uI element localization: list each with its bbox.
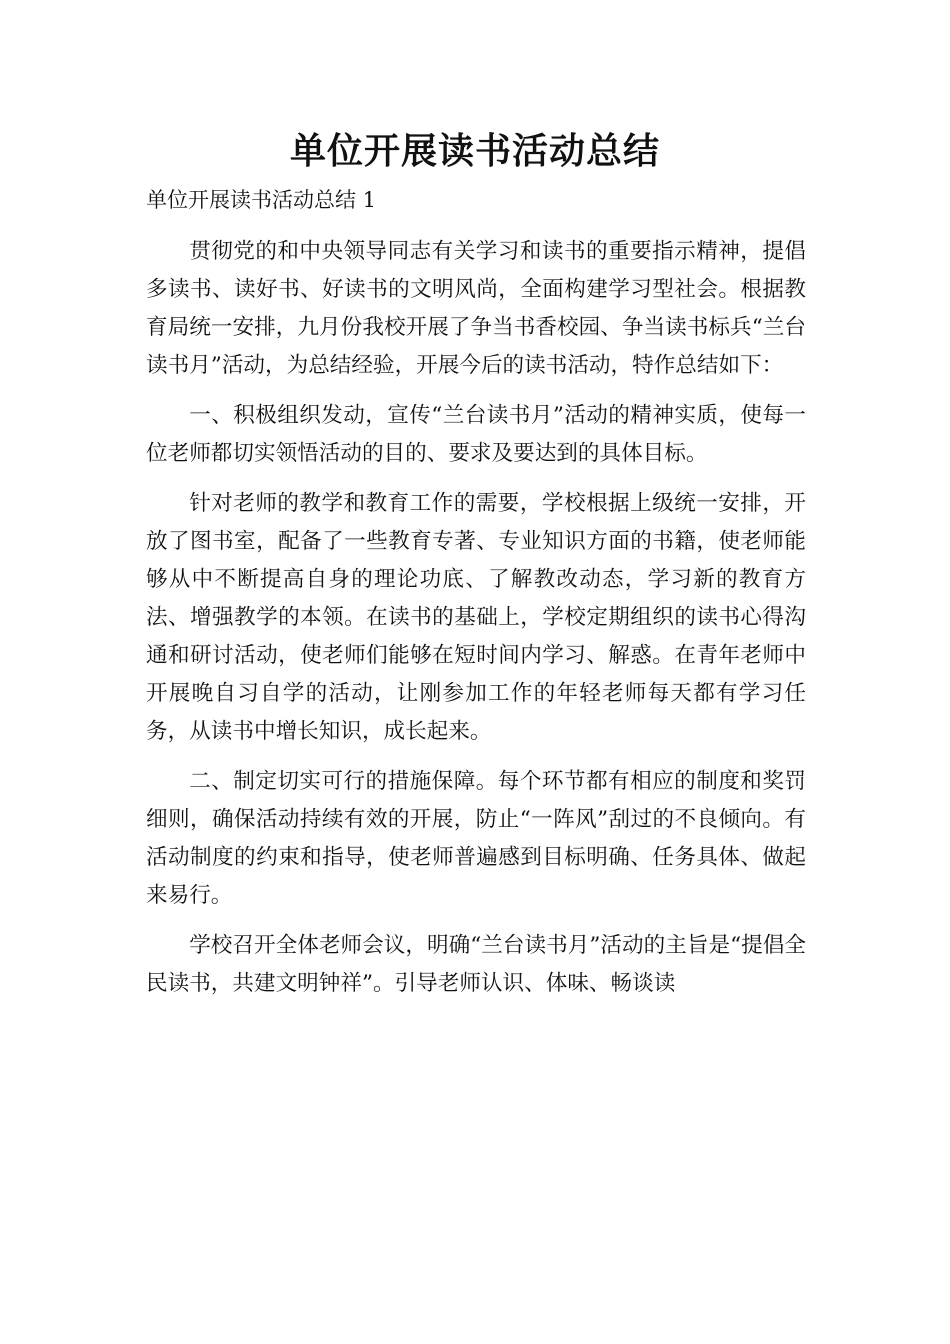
body-paragraph: 二、制定切实可行的措施保障。每个环节都有相应的制度和奖罚细则，确保活动持续有效的开展，防止“一阵风”刮过的不良倾向。有活动制度的约束和指导，使老师普遍感到目标明确、任务具体、做起来易行。	[146, 769, 806, 908]
body-paragraph: 学校召开全体老师会议，明确“兰台读书月”活动的主旨是“提倡全民读书，共建文明钟祥”。引导老师认识、体味、畅谈读	[146, 933, 806, 996]
document-body	[146, 233, 806, 1003]
body-paragraph: 贯彻党的和中央领导同志有关学习和读书的重要指示精神，提倡多读书、读好书、好读书的文明风尚，全面构建学习型社会。根据教育局统一安排，九月份我校开展了争当书香校园、争当读书标兵“兰台读书月”活动，为总结经验，开展今后的读书活动，特作总结如下：	[146, 239, 806, 378]
body-paragraph: 一、积极组织发动，宣传“兰台读书月”活动的精神实质，使每一位老师都切实领悟活动的目的、要求及要达到的具体目标。	[146, 403, 806, 466]
body-paragraph: 针对老师的教学和教育工作的需要，学校根据上级统一安排，开放了图书室，配备了一些教育专著、专业知识方面的书籍，使老师能够从中不断提高自身的理论功底、了解教改动态，学习新的教育方法、增强教学的本领。在读书的基础上，学校定期组织的读书心得沟通和研讨活动，使老师们能够在短时间内学习、解惑。在青年老师中开展晚自习自学的活动，让刚参加工作的年轻老师每天都有学习任务，从读书中增长知识，成长起来。	[146, 491, 806, 744]
document-title: 单位开展读书活动总结	[289, 131, 660, 172]
document-subtitle: 单位开展读书活动总结 1	[146, 188, 377, 212]
